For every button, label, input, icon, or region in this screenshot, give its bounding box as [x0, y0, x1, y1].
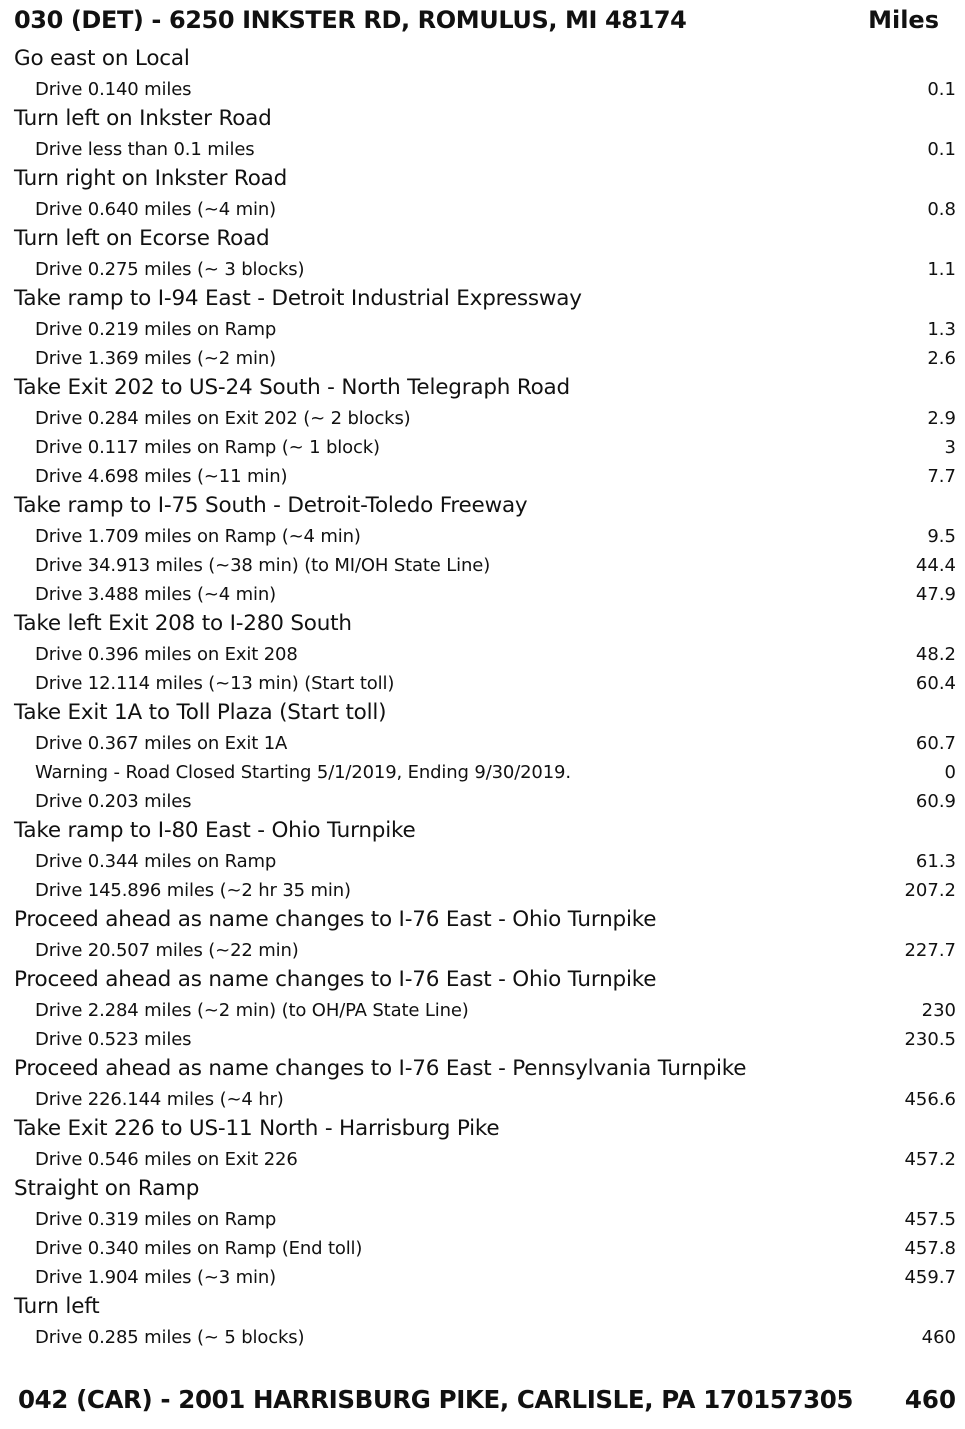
leg-row: [14, 522, 956, 551]
leg-description: Drive 0.640 miles (~4 min): [35, 199, 277, 220]
leg-cumulative-miles: 230: [921, 1000, 956, 1021]
leg-row: [14, 344, 956, 373]
leg-cumulative-miles: 457.5: [904, 1209, 956, 1230]
route-footer: [18, 1385, 956, 1421]
leg-row: [14, 255, 956, 284]
step-instruction: Proceed ahead as name changes to I-76 East - Ohio Turnpike: [14, 907, 657, 932]
leg-cumulative-miles: 47.9: [915, 584, 956, 605]
direction-step: [14, 1054, 956, 1114]
direction-step: [14, 491, 956, 609]
leg-cumulative-miles: 207.2: [904, 880, 956, 901]
leg-cumulative-miles: 60.4: [915, 673, 956, 694]
leg-row: [14, 1025, 956, 1054]
leg-description: Drive 0.344 miles on Ramp: [35, 851, 277, 872]
leg-cumulative-miles: 459.7: [904, 1267, 956, 1288]
leg-cumulative-miles: 60.9: [915, 791, 956, 812]
step-instruction: Proceed ahead as name changes to I-76 East - Pennsylvania Turnpike: [14, 1056, 747, 1081]
direction-step: [14, 1174, 956, 1292]
leg-cumulative-miles: 460: [921, 1327, 956, 1348]
leg-description: Drive 0.140 miles: [35, 79, 192, 100]
leg-row: [14, 1323, 956, 1352]
leg-cumulative-miles: 0.1: [927, 79, 956, 100]
leg-row: [14, 315, 956, 344]
step-instruction: Take ramp to I-94 East - Detroit Industrial Expressway: [14, 286, 582, 311]
leg-cumulative-miles: 44.4: [915, 555, 956, 576]
direction-step: [14, 1114, 956, 1174]
leg-description: Drive 0.275 miles (~ 3 blocks): [35, 259, 305, 280]
leg-row: [14, 936, 956, 965]
leg-description: Drive 0.367 miles on Exit 1A: [35, 733, 288, 754]
leg-description: Drive 0.284 miles on Exit 202 (~ 2 blocks): [35, 408, 411, 429]
leg-description: Warning - Road Closed Starting 5/1/2019, Ending 9/30/2019.: [35, 762, 571, 783]
leg-description: Drive 1.369 miles (~2 min): [35, 348, 277, 369]
leg-description: Drive 0.396 miles on Exit 208: [35, 644, 298, 665]
leg-description: Drive 0.117 miles on Ramp (~ 1 block): [35, 437, 380, 458]
leg-description: Drive 0.203 miles: [35, 791, 192, 812]
destination-title: 042 (CAR) - 2001 HARRISBURG PIKE, CARLISLE, PA 170157305: [18, 1385, 854, 1414]
leg-row: [14, 876, 956, 905]
leg-row: [14, 1234, 956, 1263]
direction-step: [14, 284, 956, 373]
leg-row: [14, 135, 956, 164]
step-instruction: Turn left on Inkster Road: [14, 106, 272, 131]
leg-row: [14, 1205, 956, 1234]
total-miles: 460: [904, 1385, 956, 1414]
leg-description: Drive 2.284 miles (~2 min) (to OH/PA State Line): [35, 1000, 469, 1021]
direction-step: [14, 905, 956, 965]
leg-description: Drive 0.523 miles: [35, 1029, 192, 1050]
leg-row: [14, 551, 956, 580]
leg-row: [14, 669, 956, 698]
step-instruction: Take left Exit 208 to I-280 South: [14, 611, 352, 636]
leg-cumulative-miles: 1.3: [927, 319, 956, 340]
leg-cumulative-miles: 457.2: [904, 1149, 956, 1170]
leg-row: [14, 787, 956, 816]
leg-cumulative-miles: 456.6: [904, 1089, 956, 1110]
leg-description: Drive 0.340 miles on Ramp (End toll): [35, 1238, 363, 1259]
leg-cumulative-miles: 9.5: [927, 526, 956, 547]
leg-cumulative-miles: 2.6: [927, 348, 956, 369]
leg-row: [14, 640, 956, 669]
step-instruction: Go east on Local: [14, 46, 190, 71]
origin-title: 030 (DET) - 6250 INKSTER RD, ROMULUS, MI 48174: [14, 6, 687, 34]
direction-step: [14, 816, 956, 905]
direction-step: [14, 1292, 956, 1352]
leg-row: [14, 758, 956, 787]
direction-step: [14, 609, 956, 698]
leg-description: Drive less than 0.1 miles: [35, 139, 255, 160]
leg-cumulative-miles: 1.1: [927, 259, 956, 280]
leg-row: [14, 580, 956, 609]
leg-row: [14, 75, 956, 104]
step-instruction: Turn left: [14, 1294, 100, 1319]
leg-row: [14, 1263, 956, 1292]
step-instruction: Take Exit 1A to Toll Plaza (Start toll): [14, 700, 387, 725]
leg-cumulative-miles: 7.7: [927, 466, 956, 487]
leg-row: [14, 404, 956, 433]
step-instruction: Straight on Ramp: [14, 1176, 200, 1201]
leg-row: [14, 729, 956, 758]
leg-row: [14, 433, 956, 462]
leg-cumulative-miles: 230.5: [904, 1029, 956, 1050]
direction-step: [14, 44, 956, 104]
direction-step: [14, 164, 956, 224]
direction-step: [14, 104, 956, 164]
step-instruction: Take ramp to I-75 South - Detroit-Toledo Freeway: [14, 493, 528, 518]
leg-row: [14, 195, 956, 224]
step-instruction: Turn right on Inkster Road: [14, 166, 288, 191]
leg-cumulative-miles: 457.8: [904, 1238, 956, 1259]
leg-cumulative-miles: 227.7: [904, 940, 956, 961]
route-header: [14, 6, 939, 40]
leg-cumulative-miles: 0: [944, 762, 956, 783]
direction-step: [14, 965, 956, 1054]
leg-description: Drive 4.698 miles (~11 min): [35, 466, 288, 487]
leg-row: [14, 462, 956, 491]
leg-row: [14, 1145, 956, 1174]
direction-step: [14, 698, 956, 816]
step-instruction: Proceed ahead as name changes to I-76 East - Ohio Turnpike: [14, 967, 657, 992]
leg-description: Drive 3.488 miles (~4 min): [35, 584, 277, 605]
leg-description: Drive 1.904 miles (~3 min): [35, 1267, 277, 1288]
direction-step: [14, 224, 956, 284]
leg-cumulative-miles: 60.7: [915, 733, 956, 754]
leg-cumulative-miles: 0.8: [927, 199, 956, 220]
leg-row: [14, 847, 956, 876]
leg-description: Drive 20.507 miles (~22 min): [35, 940, 299, 961]
leg-description: Drive 34.913 miles (~38 min) (to MI/OH State Line): [35, 555, 491, 576]
step-instruction: Take Exit 226 to US-11 North - Harrisburg Pike: [14, 1116, 500, 1141]
step-instruction: Take Exit 202 to US-24 South - North Telegraph Road: [14, 375, 570, 400]
leg-description: Drive 1.709 miles on Ramp (~4 min): [35, 526, 361, 547]
leg-row: [14, 996, 956, 1025]
leg-description: Drive 12.114 miles (~13 min) (Start toll): [35, 673, 395, 694]
leg-description: Drive 145.896 miles (~2 hr 35 min): [35, 880, 351, 901]
leg-cumulative-miles: 48.2: [915, 644, 956, 665]
leg-description: Drive 0.319 miles on Ramp: [35, 1209, 277, 1230]
leg-description: Drive 226.144 miles (~4 hr): [35, 1089, 284, 1110]
leg-row: [14, 1085, 956, 1114]
miles-column-header: Miles: [868, 6, 939, 34]
leg-description: Drive 0.546 miles on Exit 226: [35, 1149, 298, 1170]
leg-description: Drive 0.285 miles (~ 5 blocks): [35, 1327, 305, 1348]
direction-step: [14, 373, 956, 491]
leg-cumulative-miles: 3: [944, 437, 956, 458]
leg-cumulative-miles: 61.3: [915, 851, 956, 872]
leg-cumulative-miles: 2.9: [927, 408, 956, 429]
step-instruction: Turn left on Ecorse Road: [14, 226, 270, 251]
leg-description: Drive 0.219 miles on Ramp: [35, 319, 277, 340]
leg-cumulative-miles: 0.1: [927, 139, 956, 160]
direction-steps: [14, 44, 956, 1352]
step-instruction: Take ramp to I-80 East - Ohio Turnpike: [14, 818, 416, 843]
